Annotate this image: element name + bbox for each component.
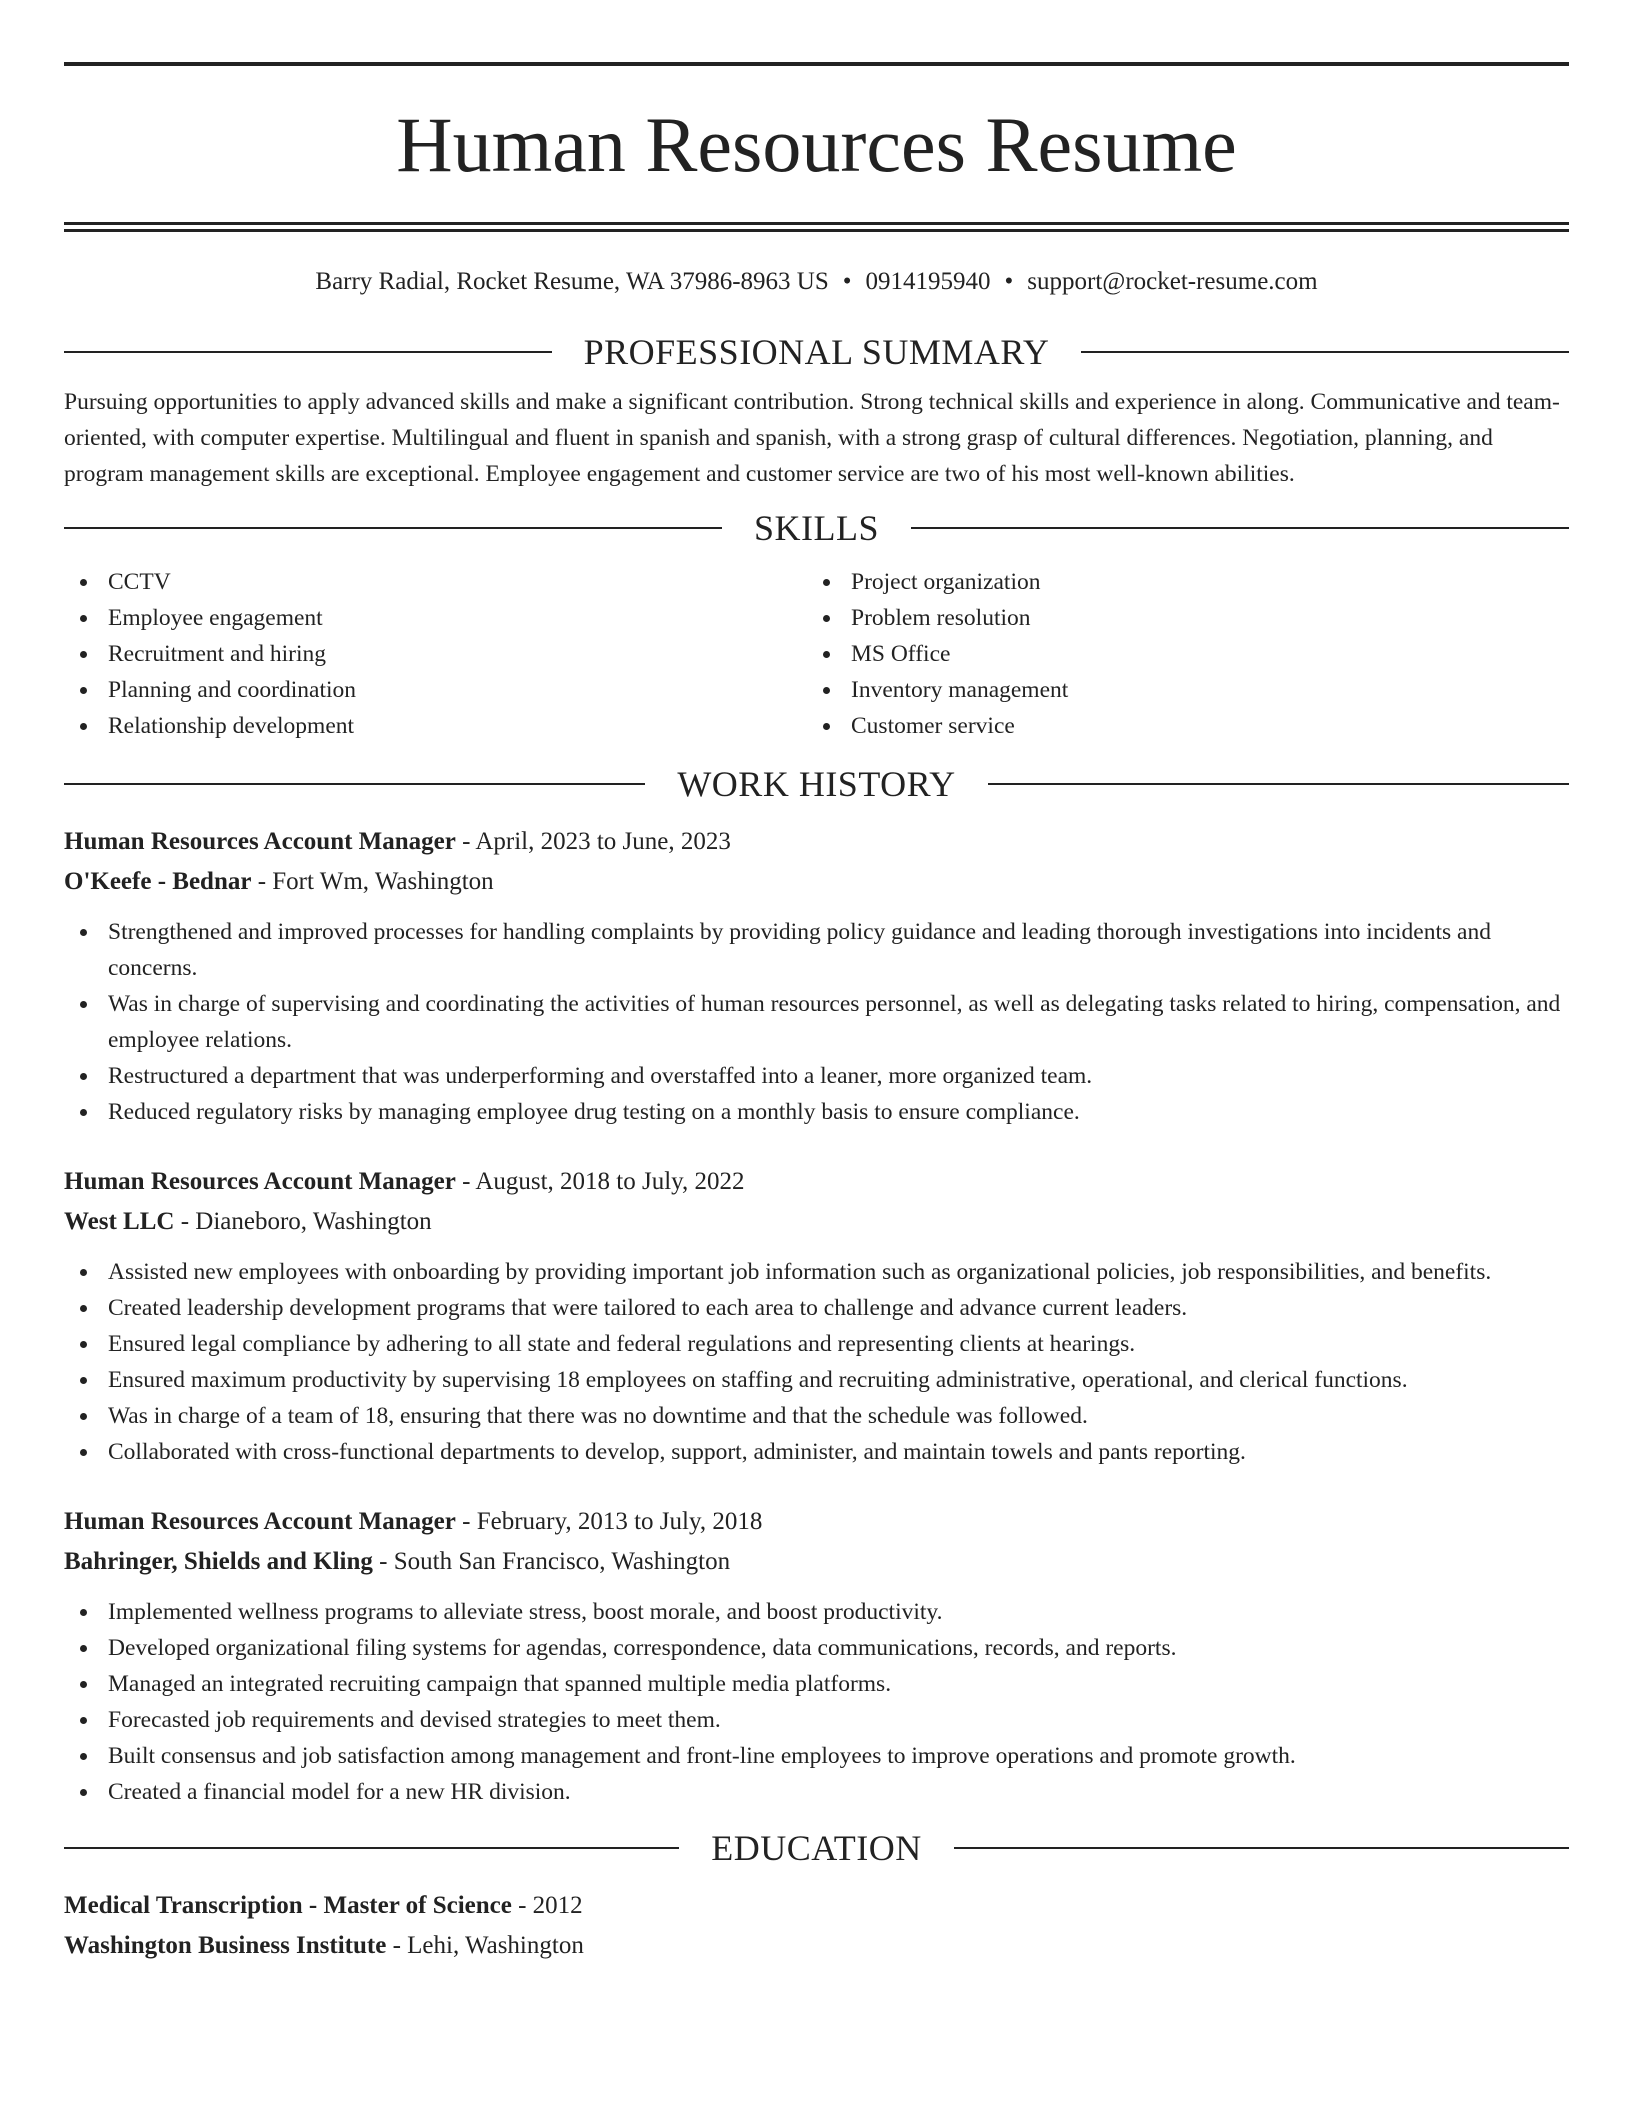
skill-item: CCTV — [64, 564, 807, 600]
double-rule — [64, 222, 1569, 232]
school-line — [64, 1926, 1569, 1966]
job-title-line — [64, 1502, 1569, 1542]
section-title: EDUCATION — [711, 1828, 922, 1868]
job-title: Human Resources Account Manager — [64, 1508, 456, 1535]
section-header-skills — [64, 506, 1569, 550]
section-rule-left — [64, 783, 645, 785]
job-location: - Fort Wm, Washington — [257, 868, 494, 895]
section-rule-left — [64, 527, 722, 529]
skills-column-left — [64, 564, 807, 744]
skills-column-right — [807, 564, 1550, 744]
degree: Medical Transcription - Master of Science — [64, 1892, 512, 1919]
job-entry — [64, 822, 1569, 1130]
top-rule — [64, 62, 1569, 66]
contact-separator: • — [842, 268, 852, 295]
job-bullet: Created a financial model for a new HR division. — [64, 1774, 1569, 1810]
job-bullet: Assisted new employees with onboarding by providing important job information such as organizational policies, job responsibilities, and benefits. — [64, 1254, 1569, 1290]
job-bullet: Managed an integrated recruiting campaign that spanned multiple media platforms. — [64, 1666, 1569, 1702]
contact-phone: 0914195940 — [865, 268, 991, 295]
job-bullet: Restructured a department that was underperforming and overstaffed into a leaner, more organized team. — [64, 1058, 1569, 1094]
school-location: - Lehi, Washington — [392, 1932, 584, 1959]
job-bullet: Collaborated with cross-functional departments to develop, support, administer, and maintain towels and pants reporting. — [64, 1434, 1569, 1470]
section-header-work-history — [64, 762, 1569, 806]
job-entry — [64, 1502, 1569, 1810]
section-title: PROFESSIONAL SUMMARY — [583, 332, 1050, 372]
skill-item: Project organization — [807, 564, 1550, 600]
job-dates: - August, 2018 to July, 2022 — [462, 1168, 745, 1195]
job-bullet: Strengthened and improved processes for handling complaints by providing policy guidance and leading thorough investigations into incidents and concerns. — [64, 914, 1569, 986]
section-title: SKILLS — [754, 508, 880, 548]
job-bullet: Forecasted job requirements and devised strategies to meet them. — [64, 1702, 1569, 1738]
section-rule-right — [1081, 351, 1569, 353]
job-bullet: Ensured maximum productivity by supervising 18 employees on staffing and recruiting administrative, operational, and clerical functions. — [64, 1362, 1569, 1398]
job-bullets — [64, 914, 1569, 1130]
degree-line — [64, 1886, 1569, 1926]
resume-content — [64, 62, 1569, 1966]
job-bullet: Created leadership development programs that were tailored to each area to challenge and advance current leaders. — [64, 1290, 1569, 1326]
job-entry — [64, 1162, 1569, 1470]
contact-email: support@rocket-resume.com — [1027, 268, 1318, 295]
job-company: Bahringer, Shields and Kling — [64, 1548, 373, 1575]
job-bullet: Built consensus and job satisfaction among management and front-line employees to improve operations and promote growth. — [64, 1738, 1569, 1774]
section-rule-right — [911, 527, 1569, 529]
contact-line — [64, 266, 1569, 298]
skill-item: Recruitment and hiring — [64, 636, 807, 672]
job-company: West LLC — [64, 1208, 175, 1235]
skill-item: Employee engagement — [64, 600, 807, 636]
skill-item: Planning and coordination — [64, 672, 807, 708]
job-company-line — [64, 862, 1569, 902]
degree-year: - 2012 — [518, 1892, 583, 1919]
job-title-line — [64, 1162, 1569, 1202]
job-location: - Dianeboro, Washington — [180, 1208, 432, 1235]
section-header-education — [64, 1826, 1569, 1870]
section-title: WORK HISTORY — [677, 764, 956, 804]
job-bullet: Was in charge of supervising and coordinating the activities of human resources personnel, as well as delegating tasks related to hiring, compensation, and employee relations. — [64, 986, 1569, 1058]
education-entry — [64, 1886, 1569, 1966]
contact-address: Barry Radial, Rocket Resume, WA 37986-8963 US — [315, 268, 829, 295]
job-company-line — [64, 1542, 1569, 1582]
job-bullets — [64, 1594, 1569, 1810]
job-company-line — [64, 1202, 1569, 1242]
skill-item: Relationship development — [64, 708, 807, 744]
job-title: Human Resources Account Manager — [64, 1168, 456, 1195]
job-title: Human Resources Account Manager — [64, 828, 456, 855]
skill-item: Customer service — [807, 708, 1550, 744]
skill-item: Problem resolution — [807, 600, 1550, 636]
contact-separator: • — [1004, 268, 1014, 295]
job-bullet: Was in charge of a team of 18, ensuring that there was no downtime and that the schedule was followed. — [64, 1398, 1569, 1434]
job-title-line — [64, 822, 1569, 862]
job-bullets — [64, 1254, 1569, 1470]
page-title: Human Resources Resume — [396, 101, 1237, 188]
job-dates: - April, 2023 to June, 2023 — [462, 828, 731, 855]
section-header-summary — [64, 330, 1569, 374]
job-company: O'Keefe - Bednar — [64, 868, 252, 895]
section-rule-right — [954, 1847, 1569, 1849]
skill-item: Inventory management — [807, 672, 1550, 708]
job-dates: - February, 2013 to July, 2018 — [462, 1508, 763, 1535]
job-location: - South San Francisco, Washington — [379, 1548, 731, 1575]
job-bullet: Ensured legal compliance by adhering to all state and federal regulations and representing clients at hearings. — [64, 1326, 1569, 1362]
job-bullet: Developed organizational filing systems for agendas, correspondence, data communications, records, and reports. — [64, 1630, 1569, 1666]
section-rule-left — [64, 351, 552, 353]
section-rule-left — [64, 1847, 679, 1849]
skill-item: MS Office — [807, 636, 1550, 672]
job-bullet: Reduced regulatory risks by managing employee drug testing on a monthly basis to ensure compliance. — [64, 1094, 1569, 1130]
summary-text: Pursuing opportunities to apply advanced skills and make a significant contribution. Strong technical skills and experience in along. Communicative and team-oriented, with computer expertise. Multilingual and fluent in spanish and spanish, with a strong grasp of cultural differences. Negotiation, planning, and program management skills are exceptional. Employee engagement and customer service are two of his most well-known abilities. — [64, 389, 1560, 487]
job-bullet: Implemented wellness programs to alleviate stress, boost morale, and boost productivity. — [64, 1594, 1569, 1630]
section-rule-right — [988, 783, 1569, 785]
skills-list — [64, 564, 1569, 744]
school: Washington Business Institute — [64, 1932, 387, 1959]
